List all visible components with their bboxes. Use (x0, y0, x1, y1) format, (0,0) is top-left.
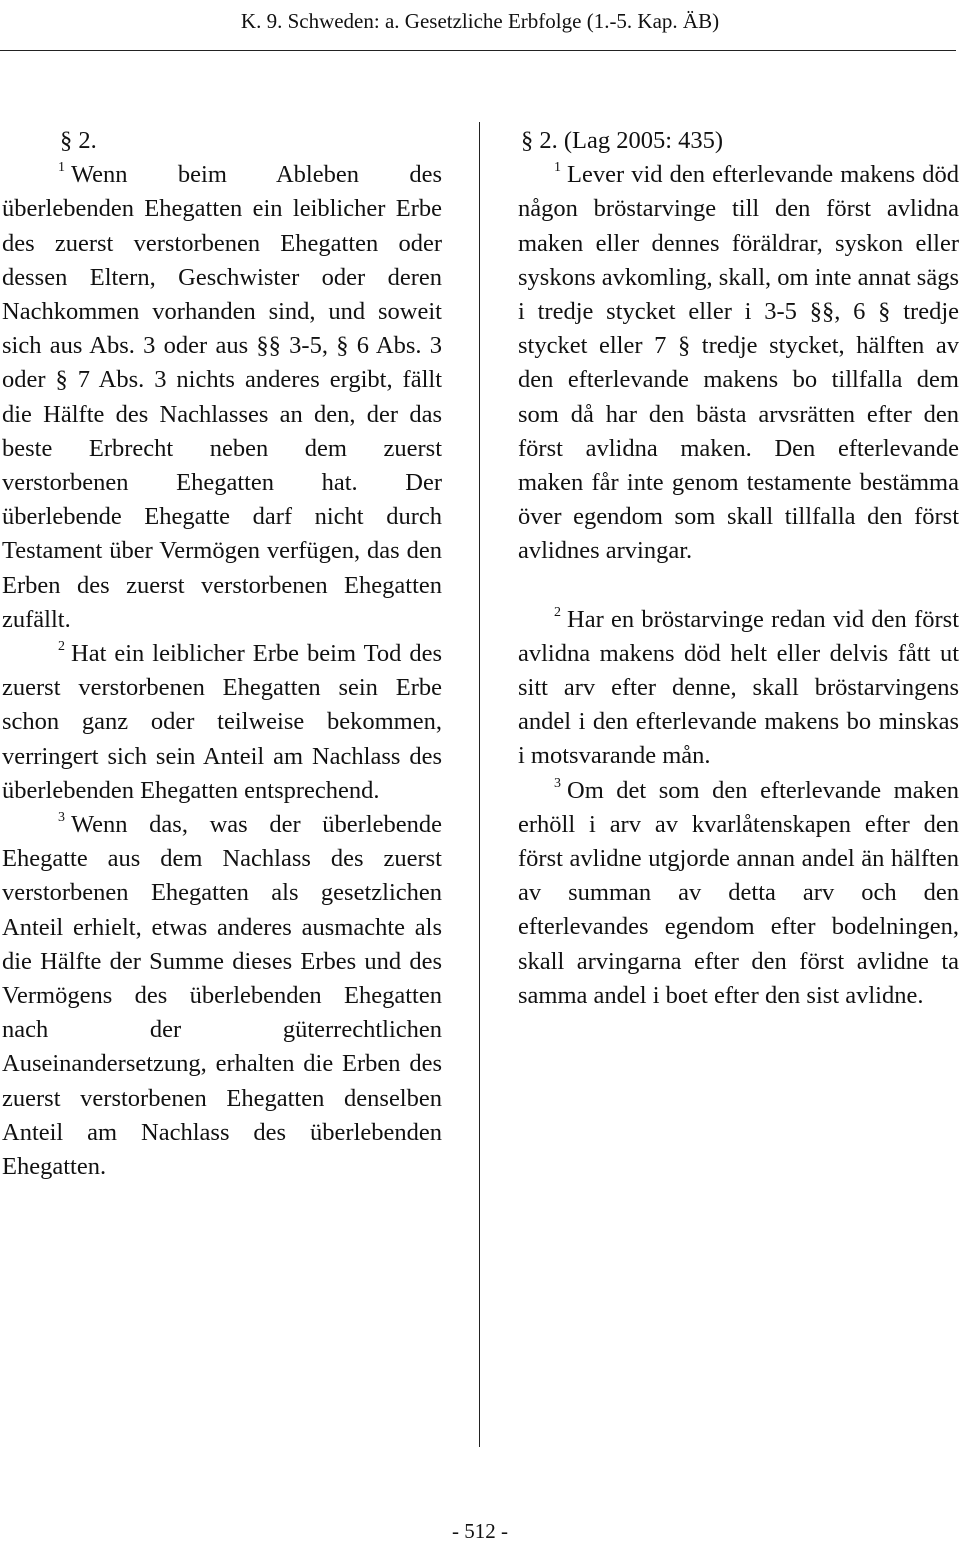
paragraph-number: 2 (58, 639, 65, 655)
paragraph-text: Wenn das, was der überlebende Ehegatte aus dem Nachlass des zuerst verstorbenen Ehegatten als gesetzlichen Anteil erhielt, etwas anderes ausmachte als die Hälfte der Summe dieses Erbes und des Vermögens des überlebenden Ehegatten nach der güterrechtlichen Auseinandersetzung, erhalten die Erben des zuerst verstorbenen Ehegatten denselben Anteil am Nachlass des überlebenden Ehegatten. (2, 811, 442, 1181)
paragraph-text: Wenn beim Ableben des überlebenden Ehegatten ein leiblicher Erbe des zuerst verstorbenen Ehegatten oder dessen Eltern, Geschwister oder deren Nachkommen vorhanden sind, und soweit sich aus Abs. 3 oder aus §§ 3-5, § 6 Abs. 3 oder § 7 Abs. 3 nichts anderes ergibt, fällt die Hälfte des Nachlasses an den, der das beste Erbrecht neben dem zuerst verstorbenen Ehegatten hat. Der überlebende Ehegatte darf nicht durch Testament über Vermögen verfügen, das den Erben des zuerst verstorbenen Ehegatten zufällt. (2, 161, 442, 633)
swedish-column (518, 124, 959, 1013)
header-rule (0, 50, 956, 51)
paragraph-number: 1 (554, 160, 561, 176)
paragraph-de-2 (2, 637, 442, 808)
paragraph-number: 2 (554, 604, 561, 620)
paragraph-text: Om det som den efterlevande maken erhöll i arv av kvarlåtenskapen efter den först avlidne utgjorde annan andel än hälften av summan av detta arv och den efterlevandes egendom efter bodelningen, skall arvingarna efter den först avlidne ta samma andel i boet efter den sist avlidne. (518, 776, 959, 1009)
paragraph-number: 3 (58, 810, 65, 826)
paragraph-sv-2 (518, 603, 959, 774)
paragraph-de-1 (2, 158, 442, 637)
german-column (2, 124, 442, 1184)
paragraph-sv-1 (518, 158, 959, 568)
paragraph-number: 1 (58, 160, 65, 176)
paragraph-text: Hat ein leiblicher Erbe beim Tod des zuerst verstorbenen Ehegatten sein Erbe schon ganz oder teilweise bekommen, verringert sich sein Anteil am Nachlass des überlebenden Ehegatten entsprechend. (2, 640, 442, 804)
paragraph-number: 3 (554, 775, 561, 791)
column-divider (479, 122, 480, 1447)
section-heading-de: § 2. (60, 127, 97, 154)
section-heading-sv: § 2. (Lag 2005: 435) (521, 127, 724, 154)
paragraph-de-3 (2, 808, 442, 1184)
running-header: K. 9. Schweden: a. Gesetzliche Erbfolge (1.-5. Kap. ÄB) (240, 9, 720, 33)
page-number: - 512 - (452, 1519, 508, 1543)
paragraph-text: Lever vid den efterlevande makens död någon bröstarvinge till den först avlidna maken eller dennes föräldrar, syskon eller syskons avkomling, skall, om inte annat sägs i tredje stycket eller i 3-5 §§, 6 § tredje stycket eller 7 § tredje stycket, hälften av den efterlevande makens bo tillfalla dem som då har den bästa arvsrätten efter den först avlidna maken. Den efterlevande maken får inte genom testamente bestämma över egendom som skall tillfalla den först avlidnes arvingar. (518, 161, 959, 565)
paragraph-sv-3 (518, 774, 959, 1013)
paragraph-text: Har en bröstarvinge redan vid den först avlidna makens död helt eller delvis fått ut sitt arv efter denne, skall bröstarvingens andel i den efterlevande makens bo minskas i motsvarande mån. (518, 605, 959, 770)
